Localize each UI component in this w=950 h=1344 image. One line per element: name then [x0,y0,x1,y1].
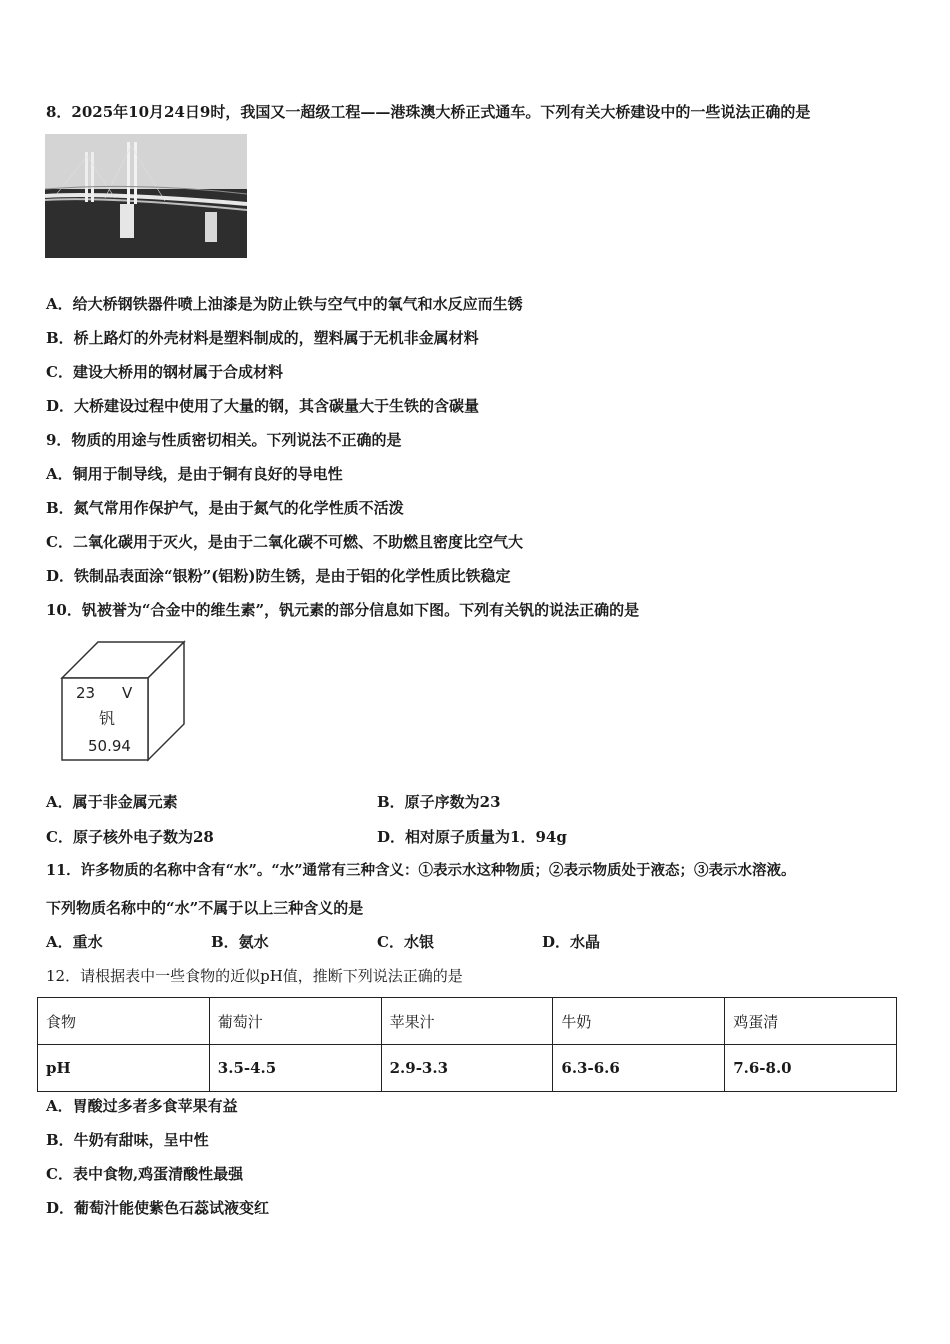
table-cell: 食物 [38,998,210,1045]
q10-option-c[interactable]: C．原子核外电子数为28 [46,828,214,846]
q12-option-a[interactable]: A．胃酸过多者多食苹果有益 [46,1097,238,1115]
q12-option-b[interactable]: B．牛奶有甜味，呈中性 [46,1131,209,1149]
element-card [58,640,188,762]
ph-table [37,997,897,1092]
q11-stem-line1: 11．许多物质的名称中含有“水”。“水”通常有三种含义：①表示水这种物质；②表示物质处于液态；③表示水溶液。 [46,862,796,879]
q11-option-a[interactable]: A．重水 [46,933,103,951]
q12-option-d[interactable]: D．葡萄汁能使紫色石蕊试液变红 [46,1199,270,1217]
q9-stem: 9．物质的用途与性质密切相关。下列说法不正确的是 [46,431,402,449]
element-mass: 50.94 [88,737,131,755]
table-cell: 苹果汁 [381,998,553,1045]
q8-option-a[interactable]: A．给大桥钢铁器件喷上油漆是为防止铁与空气中的氧气和水反应而生锈 [46,295,523,313]
q10-option-a[interactable]: A．属于非金属元素 [46,793,178,811]
q11-option-d[interactable]: D．水晶 [542,933,601,951]
table-header-row [38,998,897,1045]
table-cell: 7.6-8.0 [725,1045,897,1092]
table-cell: 2.9-3.3 [381,1045,553,1092]
q9-option-c[interactable]: C．二氧化碳用于灭火，是由于二氧化碳不可燃、不助燃且密度比空气大 [46,533,523,551]
table-cell: 鸡蛋清 [725,998,897,1045]
q10-option-d[interactable]: D．相对原子质量为1．94g [377,828,567,846]
table-cell: 葡萄汁 [209,998,381,1045]
table-cell: 牛奶 [553,998,725,1045]
q10-option-b[interactable]: B．原子序数为23 [377,793,501,811]
element-name: 钒 [99,709,116,728]
q9-option-a[interactable]: A．铜用于制导线，是由于铜有良好的导电性 [46,465,343,483]
bridge-photo [45,134,247,258]
q9-option-d[interactable]: D．铁制品表面涂“银粉”(铝粉)防生锈，是由于铝的化学性质比铁稳定 [46,567,511,585]
q8-option-c[interactable]: C．建设大桥用的钢材属于合成材料 [46,363,283,381]
q12-stem: 12．请根据表中一些食物的近似pH值，推断下列说法正确的是 [46,967,463,985]
table-cell: pH [38,1045,210,1092]
q10-stem: 10．钒被誉为“合金中的维生素”，钒元素的部分信息如下图。下列有关钒的说法正确的是 [46,601,640,619]
table-row [38,1045,897,1092]
q8-stem: 8．2025年10月24日9时，我国又一超级工程——港珠澳大桥正式通车。下列有关大桥建设中的一些说法正确的是 [46,103,811,121]
element-symbol: V [122,684,133,702]
q8-option-d[interactable]: D．大桥建设过程中使用了大量的钢，其含碳量大于生铁的含碳量 [46,397,480,415]
table-cell: 6.3-6.6 [553,1045,725,1092]
bridge-illustration [45,134,247,258]
q11-option-c[interactable]: C．水银 [377,933,434,951]
q11-stem-line2: 下列物质名称中的“水”不属于以上三种含义的是 [46,899,364,917]
q9-option-b[interactable]: B．氮气常用作保护气，是由于氮气的化学性质不活泼 [46,499,404,517]
q11-option-b[interactable]: B．氨水 [211,933,269,951]
q12-option-c[interactable]: C．表中食物,鸡蛋清酸性最强 [46,1165,244,1183]
q8-option-b[interactable]: B．桥上路灯的外壳材料是塑料制成的，塑料属于无机非金属材料 [46,329,479,347]
table-cell: 3.5-4.5 [209,1045,381,1092]
element-number: 23 [76,684,96,702]
